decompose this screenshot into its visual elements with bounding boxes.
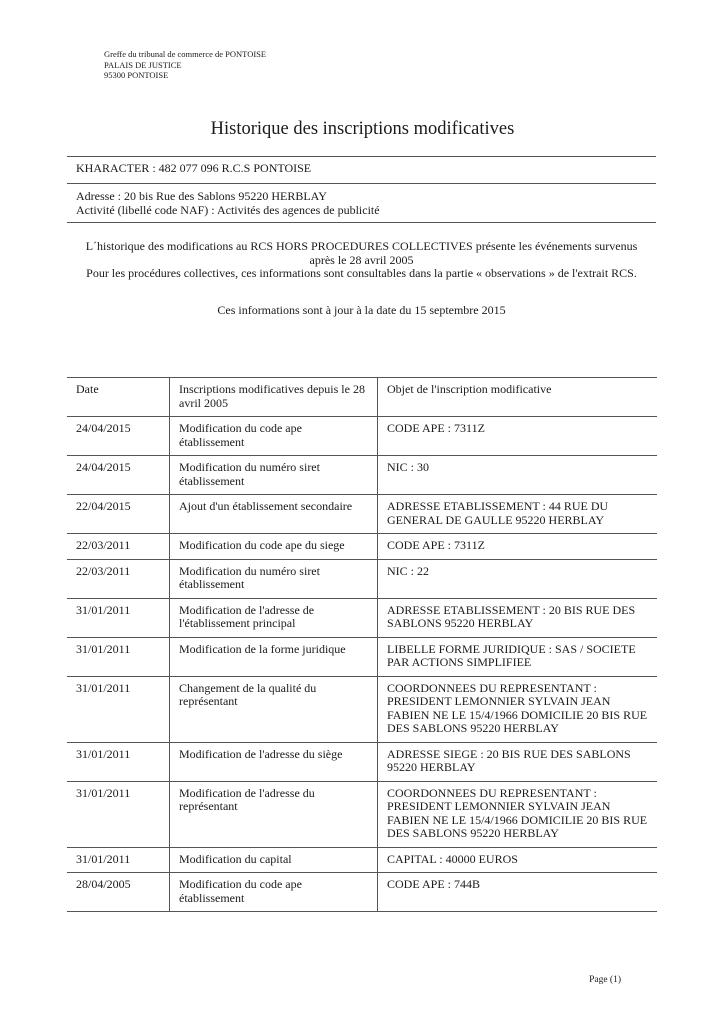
cell-date: 31/01/2011	[67, 847, 170, 873]
cell-inscription: Changement de la qualité du représentant	[170, 676, 378, 742]
cell-objet: NIC : 30	[378, 456, 658, 495]
divider	[67, 183, 656, 184]
company-address: Adresse : 20 bis Rue des Sablons 95220 HERBLAY	[76, 189, 327, 203]
history-table	[67, 377, 657, 912]
cell-inscription: Modification du code ape établissement	[170, 873, 378, 912]
cell-date: 31/01/2011	[67, 637, 170, 676]
table-row	[67, 534, 657, 560]
table-row	[67, 456, 657, 495]
cell-date: 31/01/2011	[67, 781, 170, 847]
cell-objet: CAPITAL : 40000 EUROS	[378, 847, 658, 873]
cell-objet: LIBELLE FORME JURIDIQUE : SAS / SOCIETE PAR ACTIONS SIMPLIFIEE	[378, 637, 658, 676]
cell-date: 24/04/2015	[67, 456, 170, 495]
cell-inscription: Modification du code ape du siege	[170, 534, 378, 560]
cell-date: 22/04/2015	[67, 495, 170, 534]
table-row	[67, 598, 657, 637]
table-header-row	[67, 378, 657, 417]
intro-line: Pour les procédures collectives, ces informations sont consultables dans la partie « observations » de l'extrait RCS.	[86, 266, 637, 280]
company-info	[76, 189, 380, 217]
header-objet: Objet de l'inscription modificative	[378, 378, 658, 417]
table-row	[67, 637, 657, 676]
cell-objet: ADRESSE ETABLISSEMENT : 44 RUE DU GENERAL DE GAULLE 95220 HERBLAY	[378, 495, 658, 534]
page-number: Page (1)	[589, 975, 621, 985]
cell-objet: COORDONNEES DU REPRESENTANT : PRESIDENT LEMONNIER SYLVAIN JEAN FABIEN NE LE 15/4/1966 DOMICILIE 20 BIS RUE DES SABLONS 95220 HERBLAY	[378, 781, 658, 847]
cell-inscription: Modification du numéro siret établissement	[170, 559, 378, 598]
registry-city: 95300 PONTOISE	[104, 70, 169, 80]
table-row	[67, 559, 657, 598]
table-row	[67, 742, 657, 781]
cell-date: 31/01/2011	[67, 742, 170, 781]
update-date-note: Ces informations sont à jour à la date du 15 septembre 2015	[217, 303, 506, 317]
divider	[67, 222, 656, 223]
cell-objet: NIC : 22	[378, 559, 658, 598]
document-title: Historique des inscriptions modificatives	[210, 119, 515, 139]
company-registration: KHARACTER : 482 077 096 R.C.S PONTOISE	[76, 161, 312, 175]
cell-date: 31/01/2011	[67, 676, 170, 742]
cell-inscription: Modification du code ape établissement	[170, 417, 378, 456]
header-inscription: Inscriptions modificatives depuis le 28 avril 2005	[170, 378, 378, 417]
registry-name: Greffe du tribunal de commerce de PONTOISE	[104, 49, 267, 59]
table-row	[67, 495, 657, 534]
cell-date: 31/01/2011	[67, 598, 170, 637]
cell-date: 28/04/2005	[67, 873, 170, 912]
cell-objet: CODE APE : 7311Z	[378, 534, 658, 560]
intro-line: après le 28 avril 2005	[309, 252, 414, 267]
table-row	[67, 873, 657, 912]
cell-objet: ADRESSE ETABLISSEMENT : 20 BIS RUE DES SABLONS 95220 HERBLAY	[378, 598, 658, 637]
court-registry-header	[104, 49, 266, 81]
cell-date: 24/04/2015	[67, 417, 170, 456]
cell-date: 22/03/2011	[67, 534, 170, 560]
company-activity: Activité (libellé code NAF) : Activités des agences de publicité	[76, 203, 380, 217]
cell-inscription: Modification de l'adresse de l'établissement principal	[170, 598, 378, 637]
table-row	[67, 417, 657, 456]
table-row	[67, 781, 657, 847]
intro-text	[67, 240, 656, 281]
cell-inscription: Modification du capital	[170, 847, 378, 873]
cell-objet: CODE APE : 744B	[378, 873, 658, 912]
cell-inscription: Modification de l'adresse du siège	[170, 742, 378, 781]
cell-objet: CODE APE : 7311Z	[378, 417, 658, 456]
cell-objet: COORDONNEES DU REPRESENTANT : PRESIDENT LEMONNIER SYLVAIN JEAN FABIEN NE LE 15/4/1966 DOMICILIE 20 BIS RUE DES SABLONS 95220 HERBLAY	[378, 676, 658, 742]
cell-inscription: Modification de l'adresse du représentant	[170, 781, 378, 847]
table-row	[67, 847, 657, 873]
intro-line: L´historique des modifications au RCS HORS PROCEDURES COLLECTIVES présente les événements survenus	[85, 239, 638, 253]
header-date: Date	[67, 378, 170, 417]
table-row	[67, 676, 657, 742]
cell-date: 22/03/2011	[67, 559, 170, 598]
cell-objet: ADRESSE SIEGE : 20 BIS RUE DES SABLONS 95220 HERBLAY	[378, 742, 658, 781]
cell-inscription: Ajout d'un établissement secondaire	[170, 495, 378, 534]
cell-inscription: Modification du numéro siret établissement	[170, 456, 378, 495]
cell-inscription: Modification de la forme juridique	[170, 637, 378, 676]
divider	[67, 156, 656, 157]
registry-building: PALAIS DE JUSTICE	[104, 59, 182, 70]
